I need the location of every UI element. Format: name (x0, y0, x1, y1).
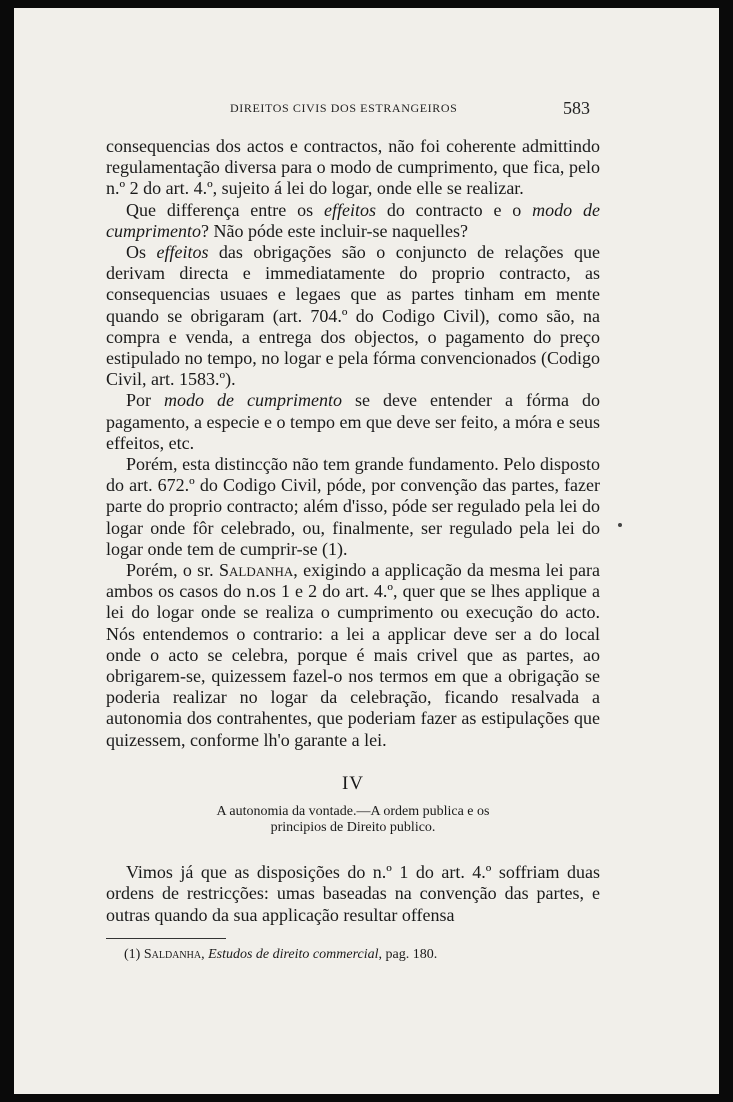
footnote-title: Estudos de direito commercial (208, 946, 379, 962)
footnote (106, 947, 600, 963)
text-run: das obrigações são o conjuncto de relações que derivam directa e immediatamente do proprio contracto, as consequencias usuaes e legaes que as partes tinham em mente quando se obrigaram (art. 704.º do Codigo Civil), como são, na compra e venda, a entrega dos objectos, o pagamento do preço estipulado no tempo, no logar e pela fórma convencionados (Codigo Civil, art. 1583.º). (106, 242, 600, 390)
section-title-line: principios de Direito publico. (270, 820, 436, 836)
text-run: Por (126, 390, 165, 411)
paragraph-2 (106, 200, 600, 242)
paragraph-6 (106, 560, 600, 751)
page-body (106, 136, 600, 963)
text-run: Os (126, 242, 157, 263)
italic-term: modo de cumprimento (106, 199, 600, 241)
footnote-marker: (1) (124, 946, 144, 962)
footnote-author: Saldanha (143, 946, 202, 962)
text-run: se deve entender a fórma do pagamento, a especie e o tempo em que deve ser feito, a móra e seus effeitos, etc. (106, 390, 600, 453)
paragraph-7: Vimos já que as disposições do n.º 1 do art. 4.º soffriam duas ordens de restricções: umas baseadas na convenção das partes, e outras quando da sua applicação resultar offensa (106, 862, 600, 925)
page-header (14, 98, 719, 122)
author-name: Saldanha (219, 560, 294, 581)
paragraph-3 (106, 242, 600, 390)
text-run: Porém, o sr. (126, 560, 219, 581)
paragraph-1: consequencias dos actos e contractos, não foi coherente admittindo regulamentação diversa para o modo de cumprimento, que fica, pelo n.º 2 do art. 4.º, sujeito á lei do logar, onde elle se realizar. (106, 136, 600, 199)
text-run: , exigindo a applicação da mesma lei para ambos os casos do n.os 1 e 2 do art. 4.º, quer que se lhes applique a lei do logar onde se realiza o cumprimento ou execução do acto. Nós entendemos o contrario: a lei a applicar deve ser a do local onde o acto se celebra, porque é mais crivel que as partes, ao obrigarem-se, quizessem fazel-o nos termos em que a obrigação se poderia realizar no logar da celebração, ficando resalvada a autonomia dos contrahentes, que poderiam fazer as estipulações que quizessem, conforme lh'o garante a lei. (106, 560, 600, 750)
running-head: DIREITOS CIVIS DOS ESTRANGEIROS (230, 101, 458, 115)
text-run: , pag. 180. (378, 946, 438, 962)
italic-term: modo de cumprimento (164, 390, 343, 411)
text-run: , (201, 946, 209, 962)
text-run: Que differença entre os (126, 199, 324, 220)
book-page (14, 8, 719, 1094)
footnote-divider (106, 938, 226, 939)
section-title-line: A autonomia da vontade.—A ordem publica e os (216, 804, 490, 820)
italic-term: effeitos (323, 199, 376, 220)
italic-term: effeitos (156, 242, 209, 263)
text-run: ? Não póde este incluir-se naquelles? (200, 220, 469, 241)
paragraph-5: Porém, esta distincção não tem grande fundamento. Pelo disposto do art. 672.º do Codigo Civil, póde, por convenção das partes, fazer parte do proprio contracto; além d'isso, póde ser regulado pela lei do logar onde fôr celebrado, ou, finalmente, ser regulado pela lei do logar onde tem de cumprir-se (1). (106, 454, 600, 559)
section-number: IV (341, 772, 365, 794)
text-run: do contracto e o (375, 199, 533, 220)
margin-mark (618, 523, 622, 527)
paragraph-4 (106, 390, 600, 454)
section-title (106, 804, 600, 836)
page-number: 583 (563, 98, 590, 118)
